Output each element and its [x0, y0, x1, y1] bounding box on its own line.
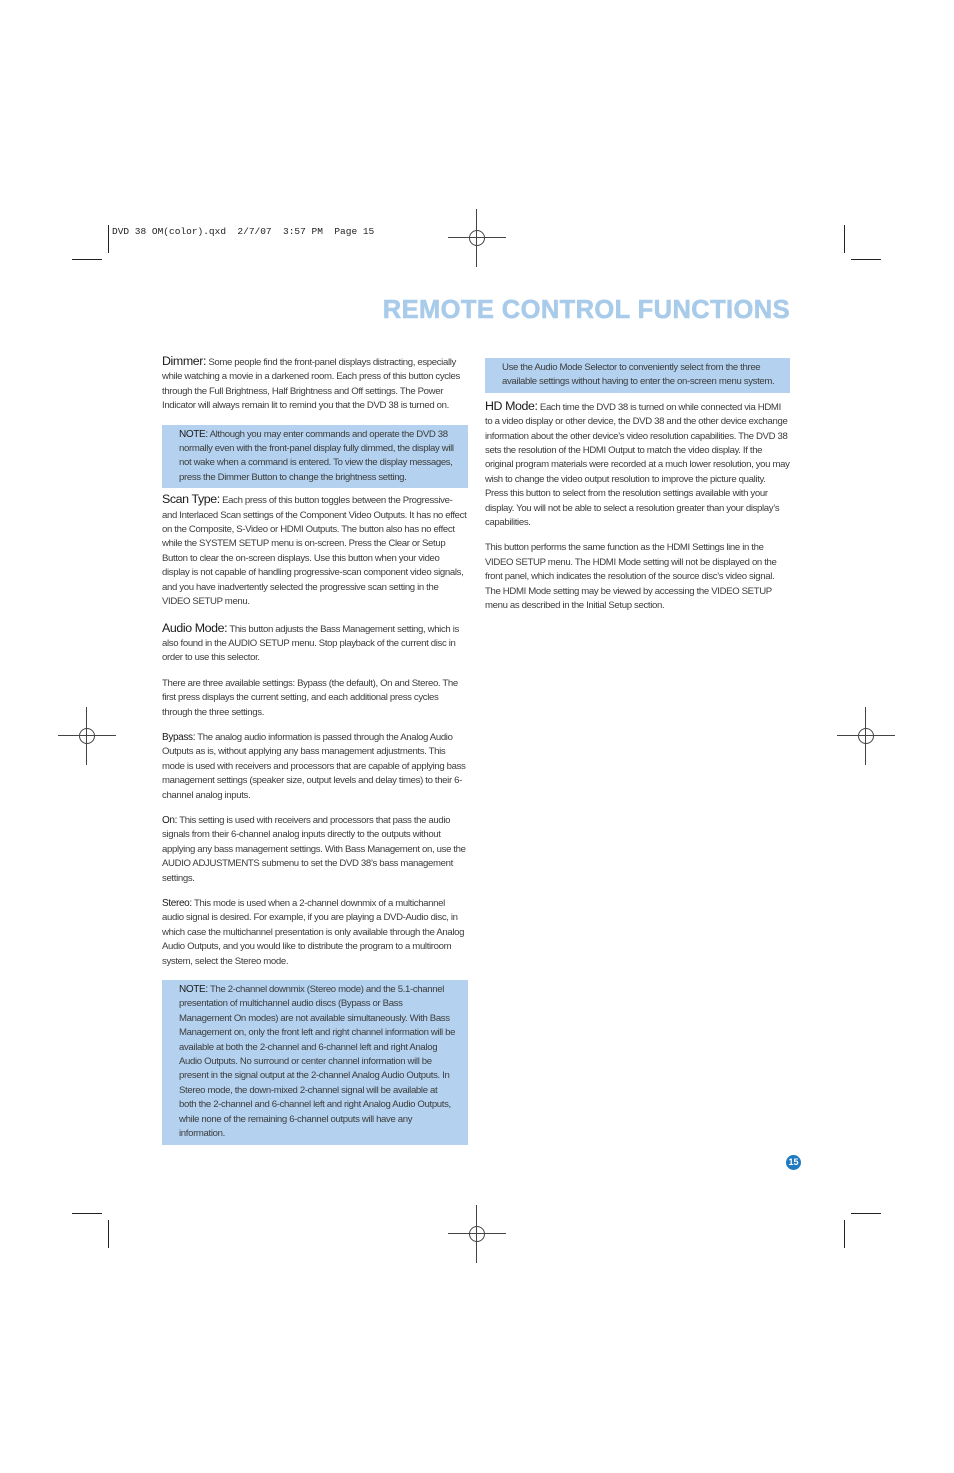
crop-mark [108, 1220, 109, 1248]
crop-mark [72, 259, 102, 260]
crop-mark [844, 225, 845, 253]
note-text: Use the Audio Mode Selector to conveniently select from the three available settings without having to enter the on-screen menu system. [502, 362, 775, 388]
note-box [162, 980, 468, 1144]
registration-mark-icon [837, 707, 895, 765]
settings-paragraph: There are three available settings: Bypass (the default), On and Stereo. The first press displays the current setting, and each additional press cycles through the three settings. [162, 677, 458, 718]
note-box [162, 425, 468, 489]
hdmi-settings-paragraph: This button performs the same function as the HDMI Settings line in the VIDEO SETUP menu. The HDMI Mode setting will not be displayed on the front panel, which indicates the resolution of the source disc’s video signal. The HDMI Mode setting may be viewed by accessing the VIDEO SETUP menu as described in the Initial Setup section. [485, 542, 777, 612]
print-slug: DVD 38 OM(color).qxd 2/7/07 3:57 PM Page 15 [112, 226, 375, 237]
note-text: NOTE: Although you may enter commands and operate the DVD 38 normally even with the front-panel display fully dimmed, the display will not wake when a command is entered. To view the display messages, press the Dimmer Button to change the brightness setting. [179, 428, 454, 483]
crop-mark [851, 1213, 881, 1214]
stereo-paragraph: Stereo: This mode is used when a 2-channel downmix of a multichannel audio signal is desired. For example, if you are playing a DVD-Audio disc, in which case the multichannel presentation is only available through the Analog Audio Outputs, and you would like to distribute the program to a multiroom system, select the Stereo mode. [162, 898, 465, 967]
scan-type-paragraph: Scan Type: Each press of this button toggles between the Progressive- and Interlaced Scan settings of the Component Video Outputs. It has no effect on the Composite, S-Video or HDMI Outputs. The button also has no effect while the SYSTEM SETUP menu is on-screen. Press the Clear or Setup Button to clear the on-screen displays. Use this button when your video display is not capable of handling progressive-scan component video signals, and you have inadvertently selected the progressive scan setting in the VIDEO SETUP menu. [162, 492, 467, 608]
crop-mark [851, 259, 881, 260]
crop-mark [72, 1213, 102, 1214]
bypass-paragraph: Bypass: The analog audio information is passed through the Analog Audio Outputs as is, without applying any bass management adjustments. This mode is used with receivers and processors that are capable of applying bass management settings (speaker size, output levels and delay times) to their 6-channel analog inputs. [162, 731, 466, 801]
crop-mark [108, 225, 109, 253]
left-column [162, 354, 468, 1149]
registration-mark-icon [58, 707, 116, 765]
registration-mark-icon [448, 209, 506, 267]
note-box [485, 358, 790, 393]
page-number-badge: 15 [786, 1155, 801, 1170]
dimmer-paragraph: Dimmer: Some people find the front-panel displays distracting, especially while watching a movie in a darkened room. Each press of this button cycles through the Full Brightness, Half Brightness and Off settings. The Power Indicator will always remain lit to remind you that the DVD 38 is turned on. [162, 354, 460, 412]
on-paragraph: On: This setting is used with receivers and processors that pass the audio signals from their 6-channel analog inputs directly to the outputs without applying any bass management settings. With Bass Management on, use the AUDIO ADJUSTMENTS submenu to set the DVD 38’s bass management settings. [162, 814, 466, 884]
registration-mark-icon [448, 1205, 506, 1263]
audio-mode-paragraph: Audio Mode: This button adjusts the Bass Management setting, which is also found in the AUDIO SETUP menu. Stop playback of the current disc in order to use this selector. [162, 620, 459, 664]
hd-mode-paragraph: HD Mode: Each time the DVD 38 is turned on while connected via HDMI to a video display or other device, the DVD 38 and the other device exchange information about the other device’s video resolution capabilities. The DVD 38 sets the resolution of the HDMI Output to match the video display. If the original program materials were recorded at a much lower resolution, you may wish to change the video output resolution to improve the picture quality. Press this button to select from the resolution settings available with your display. You will not be able to select a resolution greater than your display’s capabilities. [485, 398, 790, 529]
right-column [485, 354, 790, 625]
page-title: REMOTE CONTROL FUNCTIONS [382, 296, 790, 324]
note-text: NOTE: The 2-channel downmix (Stereo mode) and the 5.1-channel presentation of multichannel audio discs (Bypass or Bass Management On modes) are not available simultaneously. With Bass Management on, only the front left and right channel information will be available at both the 2-channel and 6-channel left and right Analog Audio Outputs. No surround or center channel information will be present in the signal output at the 2-channel Analog Audio Outputs. In Stereo mode, the down-mixed 2-channel signal will be available at both the 2-channel and 6-channel left and right Analog Audio Outputs, while none of the remaining 6-channel outputs will have any information. [179, 984, 456, 1140]
crop-mark [844, 1220, 845, 1248]
